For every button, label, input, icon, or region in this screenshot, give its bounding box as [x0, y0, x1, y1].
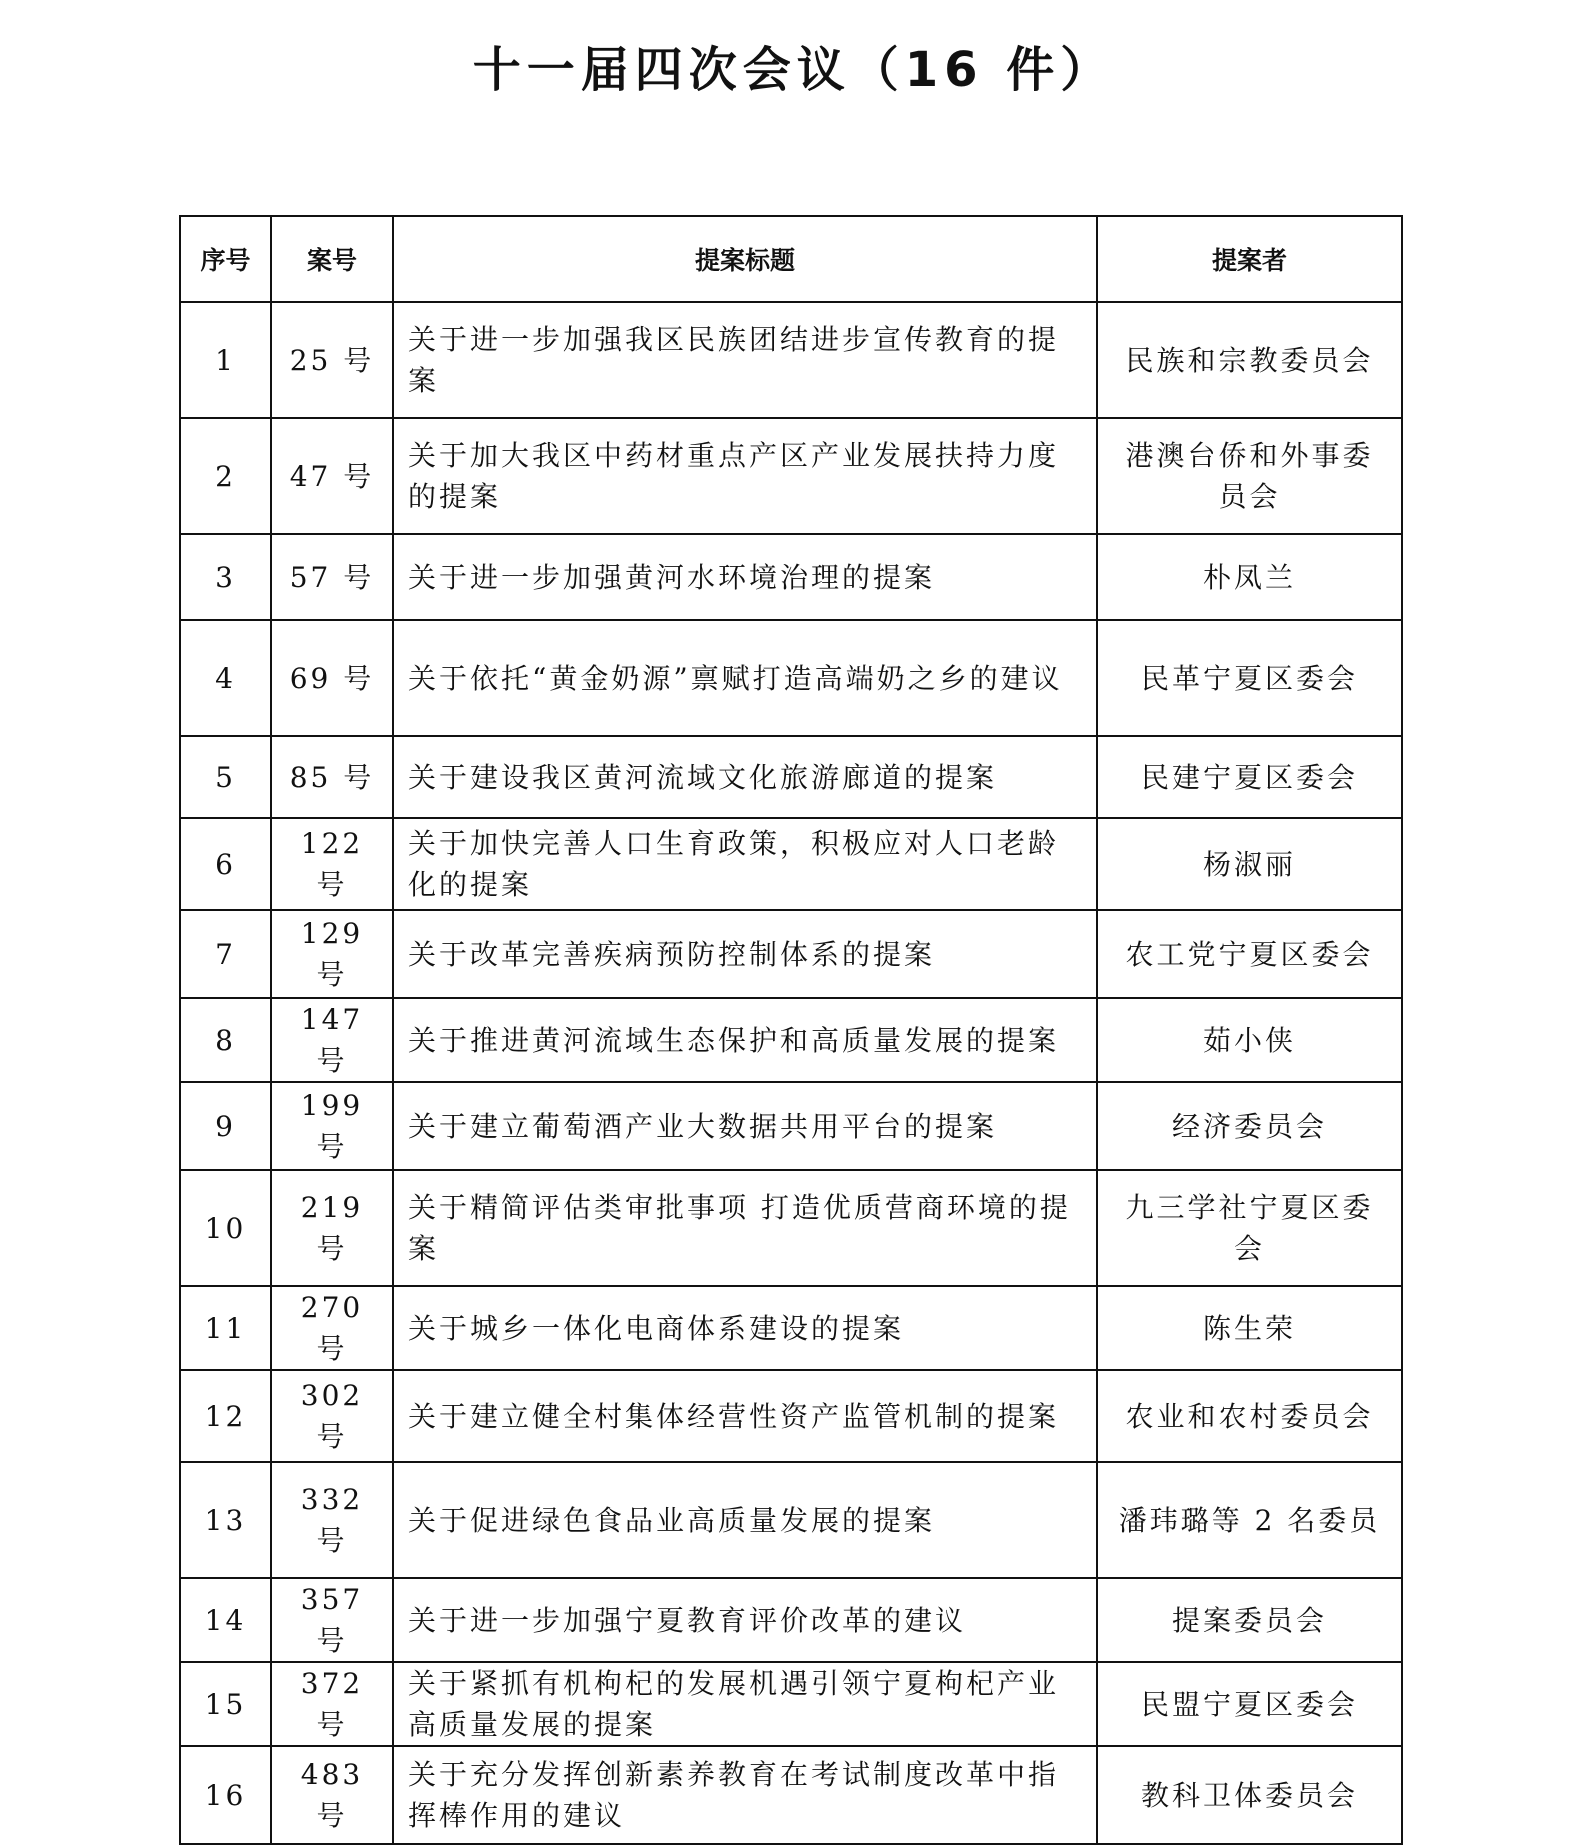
- table-row: [180, 1170, 1402, 1286]
- cell-serial: 9: [180, 1082, 271, 1170]
- cell-case-number: 25 号: [271, 302, 393, 418]
- cell-proposer: 杨淑丽: [1097, 818, 1402, 910]
- cell-proposal-title: 关于精简评估类审批事项 打造优质营商环境的提案: [393, 1170, 1097, 1286]
- cell-serial: 14: [180, 1578, 271, 1662]
- cell-proposal-title: 关于促进绿色食品业高质量发展的提案: [393, 1462, 1097, 1578]
- cell-case-number: 270 号: [271, 1286, 393, 1370]
- column-header-proposer: 提案者: [1097, 216, 1402, 302]
- cell-proposer: 朴凤兰: [1097, 534, 1402, 620]
- table-row: [180, 1286, 1402, 1370]
- column-header-proposal-title: 提案标题: [393, 216, 1097, 302]
- cell-case-number: 122 号: [271, 818, 393, 910]
- cell-serial: 10: [180, 1170, 271, 1286]
- cell-proposer: 民族和宗教委员会: [1097, 302, 1402, 418]
- cell-case-number: 332 号: [271, 1462, 393, 1578]
- cell-case-number: 199 号: [271, 1082, 393, 1170]
- cell-serial: 7: [180, 910, 271, 998]
- cell-case-number: 483 号: [271, 1746, 393, 1844]
- cell-serial: 12: [180, 1370, 271, 1462]
- cell-case-number: 372 号: [271, 1662, 393, 1746]
- table-row: [180, 534, 1402, 620]
- cell-serial: 1: [180, 302, 271, 418]
- cell-case-number: 219 号: [271, 1170, 393, 1286]
- cell-serial: 3: [180, 534, 271, 620]
- cell-proposer: 港澳台侨和外事委员会: [1097, 418, 1402, 534]
- cell-proposer: 农业和农村委员会: [1097, 1370, 1402, 1462]
- cell-proposal-title: 关于加大我区中药材重点产区产业发展扶持力度的提案: [393, 418, 1097, 534]
- table-row: [180, 620, 1402, 736]
- table-row: [180, 1662, 1402, 1746]
- table-row: [180, 910, 1402, 998]
- cell-case-number: 129 号: [271, 910, 393, 998]
- cell-serial: 11: [180, 1286, 271, 1370]
- table-row: [180, 1082, 1402, 1170]
- cell-proposer: 民革宁夏区委会: [1097, 620, 1402, 736]
- cell-proposal-title: 关于加快完善人口生育政策，积极应对人口老龄化的提案: [393, 818, 1097, 910]
- cell-serial: 15: [180, 1662, 271, 1746]
- cell-proposal-title: 关于紧抓有机枸杞的发展机遇引领宁夏枸杞产业高质量发展的提案: [393, 1662, 1097, 1746]
- table-header-row: [180, 216, 1402, 302]
- cell-proposal-title: 关于建立葡萄酒产业大数据共用平台的提案: [393, 1082, 1097, 1170]
- cell-proposer: 民建宁夏区委会: [1097, 736, 1402, 818]
- cell-proposer: 教科卫体委员会: [1097, 1746, 1402, 1844]
- cell-serial: 8: [180, 998, 271, 1082]
- cell-case-number: 69 号: [271, 620, 393, 736]
- cell-proposal-title: 关于进一步加强黄河水环境治理的提案: [393, 534, 1097, 620]
- cell-proposal-title: 关于充分发挥创新素养教育在考试制度改革中指挥棒作用的建议: [393, 1746, 1097, 1844]
- cell-proposal-title: 关于建设我区黄河流域文化旅游廊道的提案: [393, 736, 1097, 818]
- cell-serial: 6: [180, 818, 271, 910]
- proposals-table: [179, 215, 1403, 1845]
- cell-proposal-title: 关于改革完善疾病预防控制体系的提案: [393, 910, 1097, 998]
- table-row: [180, 998, 1402, 1082]
- cell-case-number: 85 号: [271, 736, 393, 818]
- cell-serial: 13: [180, 1462, 271, 1578]
- table-row: [180, 418, 1402, 534]
- cell-proposer: 陈生荣: [1097, 1286, 1402, 1370]
- table-row: [180, 736, 1402, 818]
- cell-proposal-title: 关于依托“黄金奶源”禀赋打造高端奶之乡的建议: [393, 620, 1097, 736]
- cell-proposer: 潘玮璐等 2 名委员: [1097, 1462, 1402, 1578]
- column-header-case-number: 案号: [271, 216, 393, 302]
- cell-case-number: 147 号: [271, 998, 393, 1082]
- cell-case-number: 357 号: [271, 1578, 393, 1662]
- column-header-serial: 序号: [180, 216, 271, 302]
- cell-proposal-title: 关于进一步加强我区民族团结进步宣传教育的提案: [393, 302, 1097, 418]
- cell-serial: 4: [180, 620, 271, 736]
- table-row: [180, 818, 1402, 910]
- table-row: [180, 302, 1402, 418]
- cell-proposal-title: 关于城乡一体化电商体系建设的提案: [393, 1286, 1097, 1370]
- cell-serial: 16: [180, 1746, 271, 1844]
- cell-proposer: 民盟宁夏区委会: [1097, 1662, 1402, 1746]
- cell-proposal-title: 关于建立健全村集体经营性资产监管机制的提案: [393, 1370, 1097, 1462]
- cell-proposer: 提案委员会: [1097, 1578, 1402, 1662]
- table-row: [180, 1578, 1402, 1662]
- cell-case-number: 47 号: [271, 418, 393, 534]
- cell-proposer: 经济委员会: [1097, 1082, 1402, 1170]
- cell-serial: 5: [180, 736, 271, 818]
- cell-case-number: 57 号: [271, 534, 393, 620]
- cell-case-number: 302 号: [271, 1370, 393, 1462]
- table-row: [180, 1370, 1402, 1462]
- cell-proposer: 九三学社宁夏区委会: [1097, 1170, 1402, 1286]
- cell-proposer: 茹小侠: [1097, 998, 1402, 1082]
- cell-serial: 2: [180, 418, 271, 534]
- cell-proposal-title: 关于推进黄河流域生态保护和高质量发展的提案: [393, 998, 1097, 1082]
- table-row: [180, 1746, 1402, 1844]
- cell-proposer: 农工党宁夏区委会: [1097, 910, 1402, 998]
- table-row: [180, 1462, 1402, 1578]
- cell-proposal-title: 关于进一步加强宁夏教育评价改革的建议: [393, 1578, 1097, 1662]
- page-title: 十一届四次会议（16 件）: [472, 42, 1115, 98]
